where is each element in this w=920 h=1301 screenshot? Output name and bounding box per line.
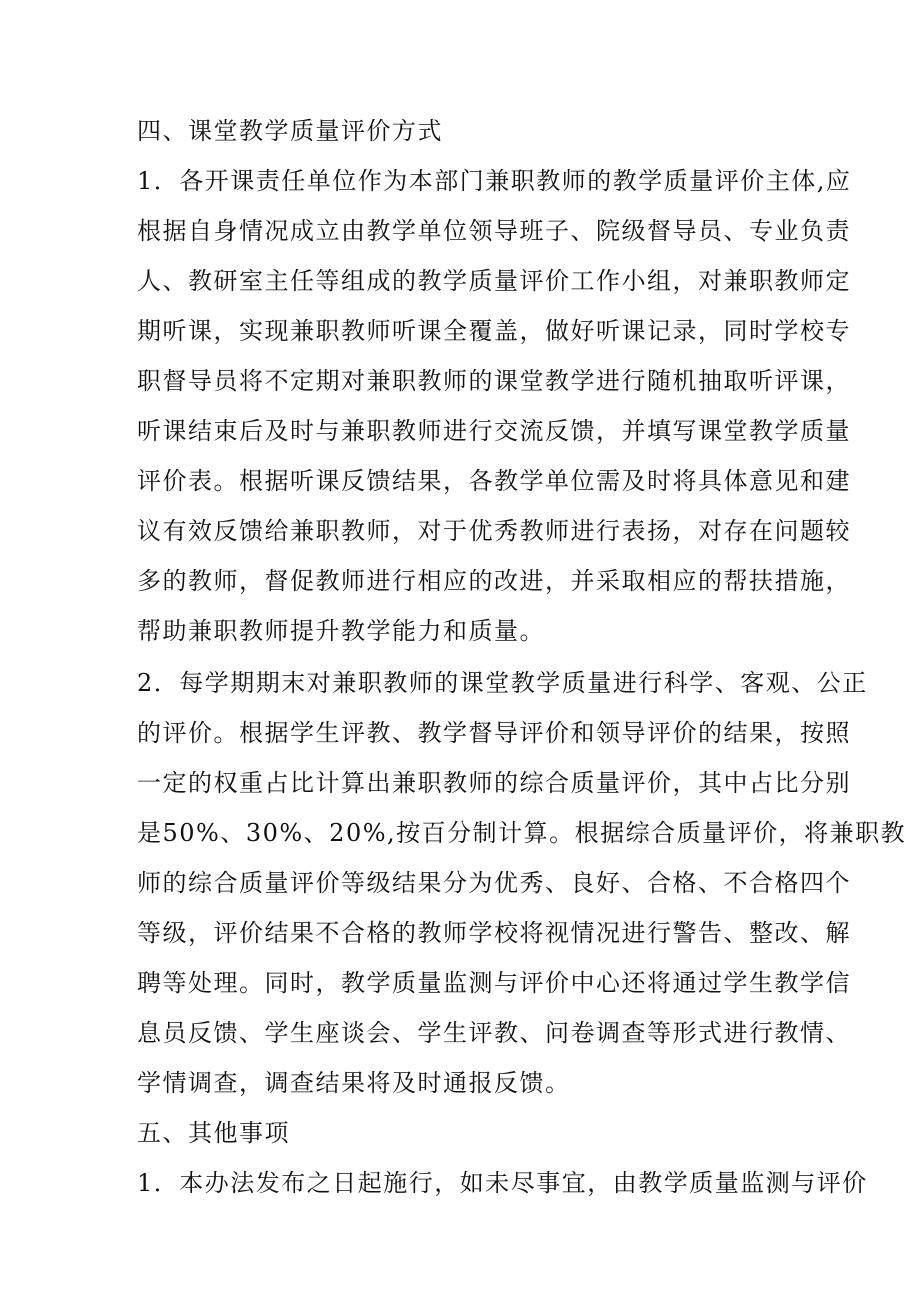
section-heading-4: 四、课堂教学质量评价方式 <box>137 117 443 145</box>
paragraph-line: 人、教研室主任等组成的教学质量评价工作小组，对兼职教师定 <box>137 267 851 295</box>
paragraph-line: 一定的权重占比计算出兼职教师的综合质量评价，其中占比分别 <box>137 769 851 797</box>
paragraph-line: 评价表。根据听课反馈结果，各教学单位需及时将具体意见和建 <box>137 467 851 495</box>
paragraph-line: 职督导员将不定期对兼职教师的课堂教学进行随机抽取听评课， <box>137 367 851 395</box>
paragraph-line: 聘等处理。同时，教学质量监测与评价中心还将通过学生教学信 <box>137 969 851 997</box>
paragraph-line: 根据自身情况成立由教学单位领导班子、院级督导员、专业负责 <box>137 217 851 245</box>
paragraph-line: 学情调查，调查结果将及时通报反馈。 <box>137 1069 571 1097</box>
paragraph-line: 师的综合质量评价等级结果分为优秀、良好、合格、不合格四个 <box>137 869 851 897</box>
paragraph-line: 议有效反馈给兼职教师，对于优秀教师进行表扬，对存在问题较 <box>137 517 851 545</box>
paragraph-line: 1．本办法发布之日起施行，如未尽事宜，由教学质量监测与评价 <box>137 1169 868 1197</box>
paragraph-line: 帮助兼职教师提升教学能力和质量。 <box>137 617 545 645</box>
paragraph-line: 1．各开课责任单位作为本部门兼职教师的教学质量评价主体,应 <box>137 167 852 195</box>
paragraph-line: 期听课，实现兼职教师听课全覆盖，做好听课记录，同时学校专 <box>137 317 851 345</box>
paragraph-line: 息员反馈、学生座谈会、学生评教、问卷调查等形式进行教情、 <box>137 1019 851 1047</box>
paragraph-line: 2．每学期期末对兼职教师的课堂教学质量进行科学、客观、公正 <box>137 669 868 697</box>
section-heading-5: 五、其他事项 <box>137 1119 290 1147</box>
paragraph-line: 的评价。根据学生评教、教学督导评价和领导评价的结果，按照 <box>137 719 851 747</box>
paragraph-line: 听课结束后及时与兼职教师进行交流反馈，并填写课堂教学质量 <box>137 417 851 445</box>
paragraph-line: 等级，评价结果不合格的教师学校将视情况进行警告、整改、解 <box>137 919 851 947</box>
paragraph-line: 多的教师，督促教师进行相应的改进，并采取相应的帮扶措施， <box>137 567 851 595</box>
paragraph-line: 是50%、30%、20%,按百分制计算。根据综合质量评价，将兼职教 <box>137 819 907 847</box>
